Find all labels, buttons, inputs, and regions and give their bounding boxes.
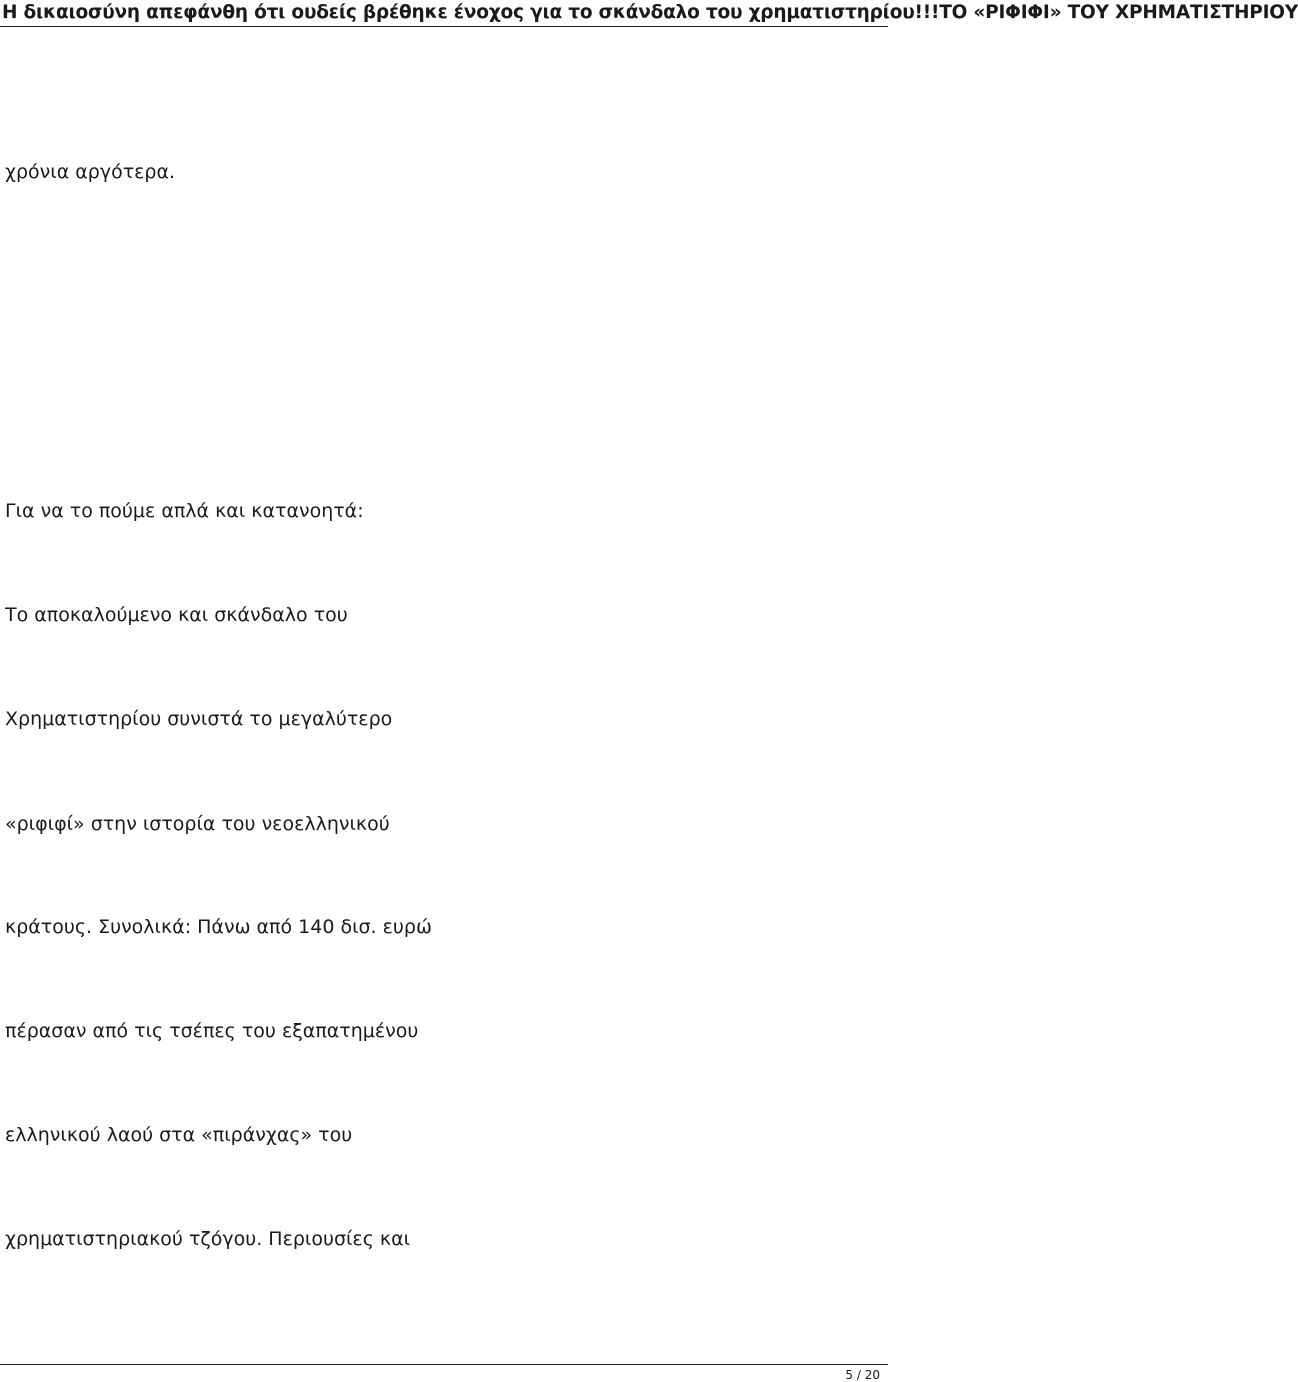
text-line-5: «ριφιφί» στην ιστορία του νεοελληνικού xyxy=(5,813,390,835)
page-header xyxy=(0,0,1298,28)
page-number: 5 / 20 xyxy=(845,1368,880,1382)
text-line-8: ελληνικού λαού στα «πιράνχας» του xyxy=(5,1124,353,1146)
text-line-4: Χρηματιστηρίου συνιστά το μεγαλύτερο xyxy=(5,708,393,730)
text-line-9: χρηματιστηριακού τζόγου. Περιουσίες και xyxy=(5,1228,411,1250)
text-line-1: χρόνια αργότερα. xyxy=(5,161,176,183)
text-line-6: κράτους. Συνολικά: Πάνω από 140 δισ. ευρώ xyxy=(5,916,432,938)
text-line-3: Το αποκαλούμενο και σκάνδαλο του xyxy=(5,604,348,626)
text-line-7: πέρασαν από τις τσέπες του εξαπατημένου xyxy=(5,1020,419,1042)
header-divider xyxy=(0,26,888,27)
text-line-2: Για να το πούμε απλά και κατανοητά: xyxy=(5,500,364,522)
footer-divider xyxy=(0,1364,888,1365)
document-title: Η δικαιοσύνη απεφάνθη ότι ουδείς βρέθηκε ένοχος για το σκάνδαλο του χρηματιστηρίου!!!ΤΟ «ΡΙΦΙΦΙ» ΤΟΥ ΧΡΗΜΑΤΙΣΤΗΡΙΟΥ xyxy=(2,2,1298,23)
